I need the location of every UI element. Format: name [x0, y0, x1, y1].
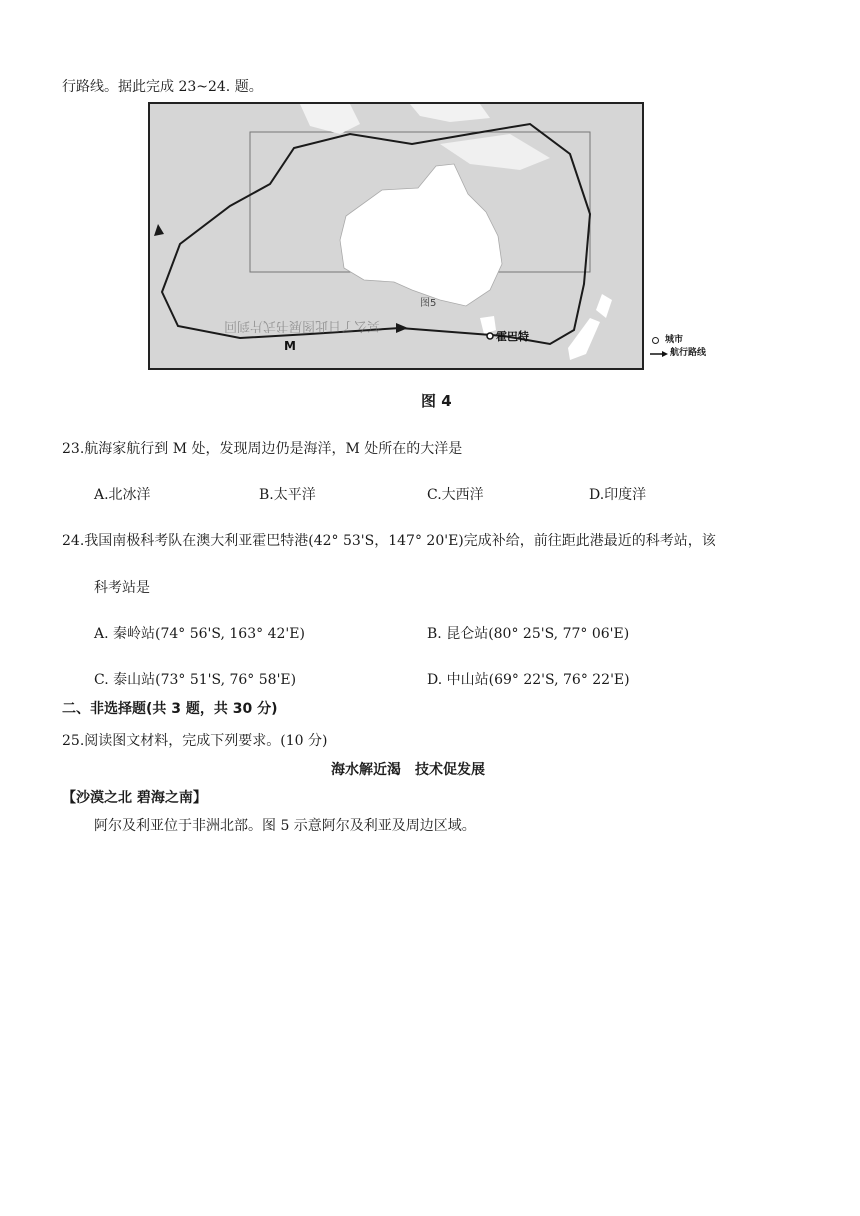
- q23-option-a: A.北冰洋: [94, 487, 151, 503]
- legend-route-label: 航行路线: [670, 348, 707, 358]
- q24-option-a: A. 秦岭站(74° 56'S, 163° 42'E): [94, 626, 305, 642]
- figure-caption: 图 4: [421, 392, 452, 410]
- city-legend-icon: [652, 337, 659, 344]
- legend-city-label: 城市: [665, 335, 684, 345]
- route-legend-icon: [650, 350, 668, 358]
- route-map: [148, 102, 644, 370]
- material-title: 海水解近渴 技术促发展: [331, 762, 485, 778]
- section2-heading: 二、非选择题(共 3 题，共 30 分): [62, 701, 278, 717]
- q24-option-d: D. 中山站(69° 22'S, 76° 22'E): [427, 672, 630, 688]
- q24-option-b: B. 昆仑站(80° 25'S, 77° 06'E): [427, 626, 630, 642]
- intro-line: 行路线。据此完成 23~24. 题。: [62, 79, 263, 95]
- q23-option-b: B.太平洋: [259, 487, 316, 503]
- q25-stem: 25.阅读图文材料，完成下列要求。(10 分): [62, 733, 328, 749]
- label-figure5: 图5: [420, 298, 437, 309]
- q24-stem-line1: 24.我国南极科考队在澳大利亚霍巴特港(42° 53'S，147° 20'E)完成补给，前往距此港最近的科考站，该: [62, 533, 716, 549]
- city-hobart-marker: [487, 333, 493, 339]
- map-legend: [650, 334, 706, 360]
- route-map-graphic: [150, 104, 642, 368]
- label-m: M: [284, 339, 296, 353]
- reversed-bleed-text: 冥么了日此图展书式片到回: [223, 318, 380, 333]
- q24-stem-line2: 科考站是: [94, 580, 150, 596]
- q23-stem: 23.航海家航行到 M 处，发现周边仍是海洋，M 处所在的大洋是: [62, 441, 463, 457]
- q24-option-c: C. 泰山站(73° 51'S, 76° 58'E): [94, 672, 297, 688]
- material-paragraph: 阿尔及利亚位于非洲北部。图 5 示意阿尔及利亚及周边区域。: [94, 818, 476, 834]
- q23-option-c: C.大西洋: [427, 487, 484, 503]
- q23-option-d: D.印度洋: [589, 487, 647, 503]
- label-hobart: 霍巴特: [496, 330, 529, 343]
- material-subheading: 【沙漠之北 碧海之南】: [62, 790, 207, 806]
